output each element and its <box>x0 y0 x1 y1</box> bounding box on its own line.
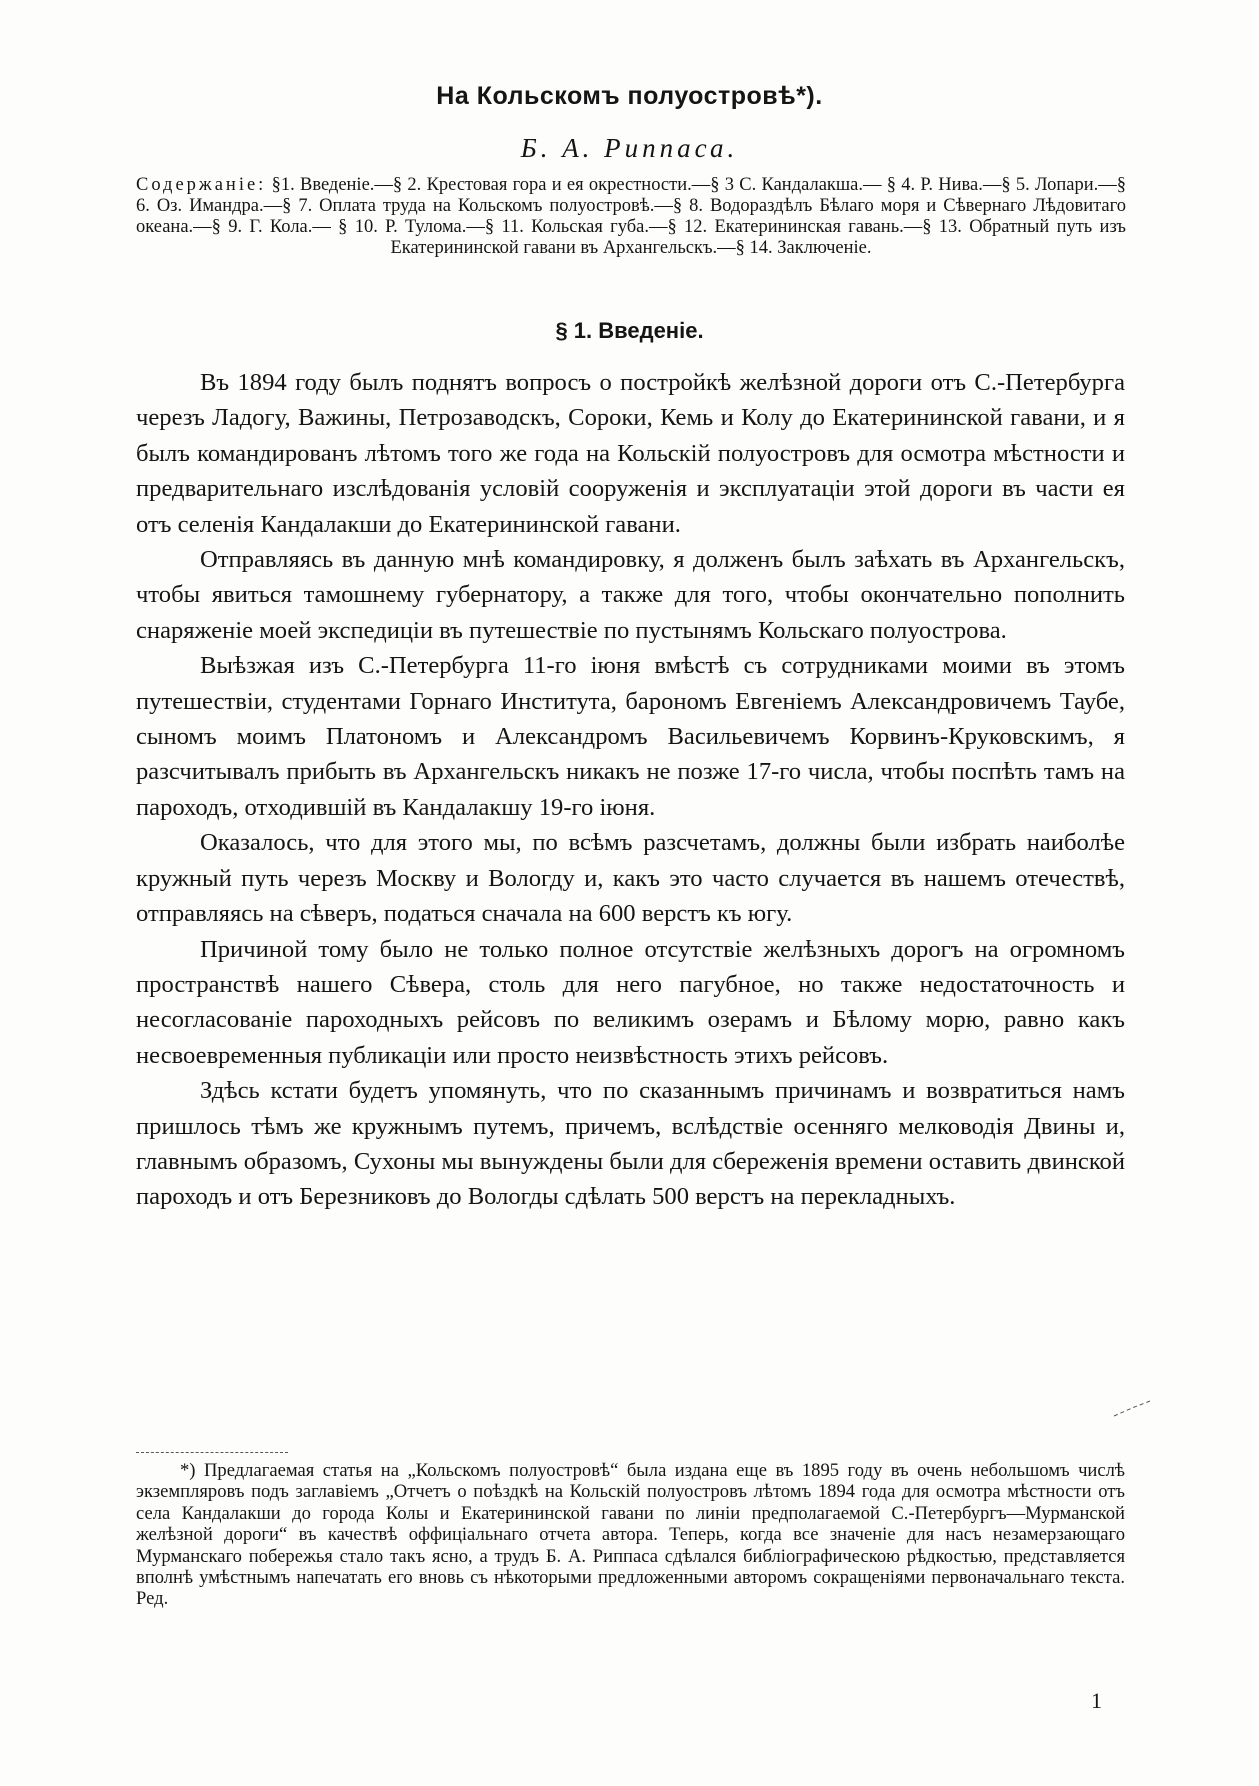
paragraph: Здѣсь кстати будетъ упомянуть, что по сказаннымъ причинамъ и возвратиться намъ пришлось тѣмъ же кружнымъ путемъ, причемъ, вслѣдствіе осенняго мелководія Двины и, главнымъ образомъ, Сухоны мы вынуждены были для сбереженія времени оставить двинской пароходъ и отъ Березниковъ до Вологды сдѣлать 500 верстъ на перекладныхъ. <box>136 1077 1125 1211</box>
footnote-text: *) Предлагаемая статья на „Кольскомъ полуостровѣ“ была издана еще въ 1895 году въ очень небольшомъ числѣ экземпляровъ подъ заглавіемъ „Отчетъ о поѣздкѣ на Кольскій полуостровъ лѣтомъ 1894 года для осмотра мѣстности отъ села Кандалакши до города Колы и Екатерининской гавани по линіи предполагаемой С.-Петербургъ—Мурманской желѣзной дороги“ въ качествѣ оффиціальнаго отчета автора. Теперь, когда все значеніе для насъ незамерзающаго Мурманскаго побережья стало такъ ясно, а трудъ Б. А. Риппаса сдѣлался библіографическою рѣдкостью, представляется вполнѣ умѣстнымъ напечатать его вновь съ нѣкоторыми предложенными авторомъ сокращеніями первоначальнаго текста. Ред. <box>136 1460 1125 1610</box>
paragraph: Въ 1894 году былъ поднятъ вопросъ о постройкѣ желѣзной дороги отъ С.-Петербурга черезъ Ладогу, Важины, Петрозаводскъ, Сороки, Кемь и Колу до Екатерининской гавани, и я былъ командированъ лѣтомъ того же года на Кольскій полуостровъ для осмотра мѣстности и предварительнаго изслѣдованія условій сооруженія и эксплуатаціи этой дороги въ части ея отъ селенія Кандалакши до Екатерининской гавани. <box>136 369 1125 538</box>
paragraph: Причиной тому было не только полное отсутствіе желѣзныхъ дорогъ на огромномъ пространствѣ нашего Сѣвера, столь для него пагубное, но также недостаточность и несогласованіе пароходныхъ рейсовъ по великимъ озерамъ и Бѣлому морю, равно какъ несвоевременныя публикаціи или просто неизвѣстность этихъ рейсовъ. <box>136 935 1125 1069</box>
table-of-contents <box>136 175 1126 259</box>
pencil-mark-icon <box>1110 1396 1160 1420</box>
paragraph: Выѣзжая изъ С.-Петербурга 11-го іюня вмѣстѣ съ сотрудниками моими въ этомъ путешествіи, студентами Горнаго Института, барономъ Евгеніемъ Александровичемъ Таубе, сыномъ моимъ Платономъ и Александромъ Васильевичемъ Корвинъ-Круковскимъ, я разсчитывалъ прибыть въ Архангельскъ никакъ не позже 17-го числа, чтобы поспѣть тамъ на пароходъ, отходившій въ Кандалакшу 19-го іюня. <box>136 652 1125 821</box>
contents-label: Содержаніе: <box>136 175 267 195</box>
article-body <box>136 365 1125 1215</box>
page-number: 1 <box>1091 1688 1102 1713</box>
footnote <box>136 1460 1125 1610</box>
article-author: Б. А. Риппаса. <box>520 133 739 163</box>
paragraph: Отправляясь въ данную мнѣ командировку, я долженъ былъ заѣхать въ Архангельскъ, чтобы явиться тамошнему губернатору, а также для того, чтобы окончательно пополнить снаряженіе моей экспедиціи въ путешествіе по пустынямъ Кольскаго полуострова. <box>136 546 1125 644</box>
contents-text: §1. Введеніе.—§ 2. Крестовая гора и ея окрестности.—§ 3 С. Кандалакша.— § 4. Р. Нива.—§ 5. Лопари.—§ 6. Оз. Имандра.—§ 7. Оплата труда на Кольскомъ полуостровѣ.—§ 8. Водораздѣлъ Бѣлаго моря и Сѣвернаго Лѣдовитаго океана.—§ 9. Г. Кола.— § 10. Р. Тулома.—§ 11. Кольская губа.—§ 12. Екатерининская гавань.—§ 13. Обратный путь изъ Екатерининской гавани въ Архангельскъ.—§ 14. Заключеніе. <box>136 175 1126 258</box>
paragraph: Оказалось, что для этого мы, по всѣмъ разсчетамъ, должны были избрать наиболѣе кружный путь черезъ Москву и Вологду и, какъ это часто случается въ нашемъ отечествѣ, отправляясь на сѣверъ, податься сначала на 600 верстъ къ югу. <box>136 829 1125 928</box>
section-heading: § 1. Введеніе. <box>555 318 704 343</box>
footnote-divider <box>136 1452 288 1453</box>
article-title: На Кольскомъ полуостровѣ*). <box>436 82 823 110</box>
